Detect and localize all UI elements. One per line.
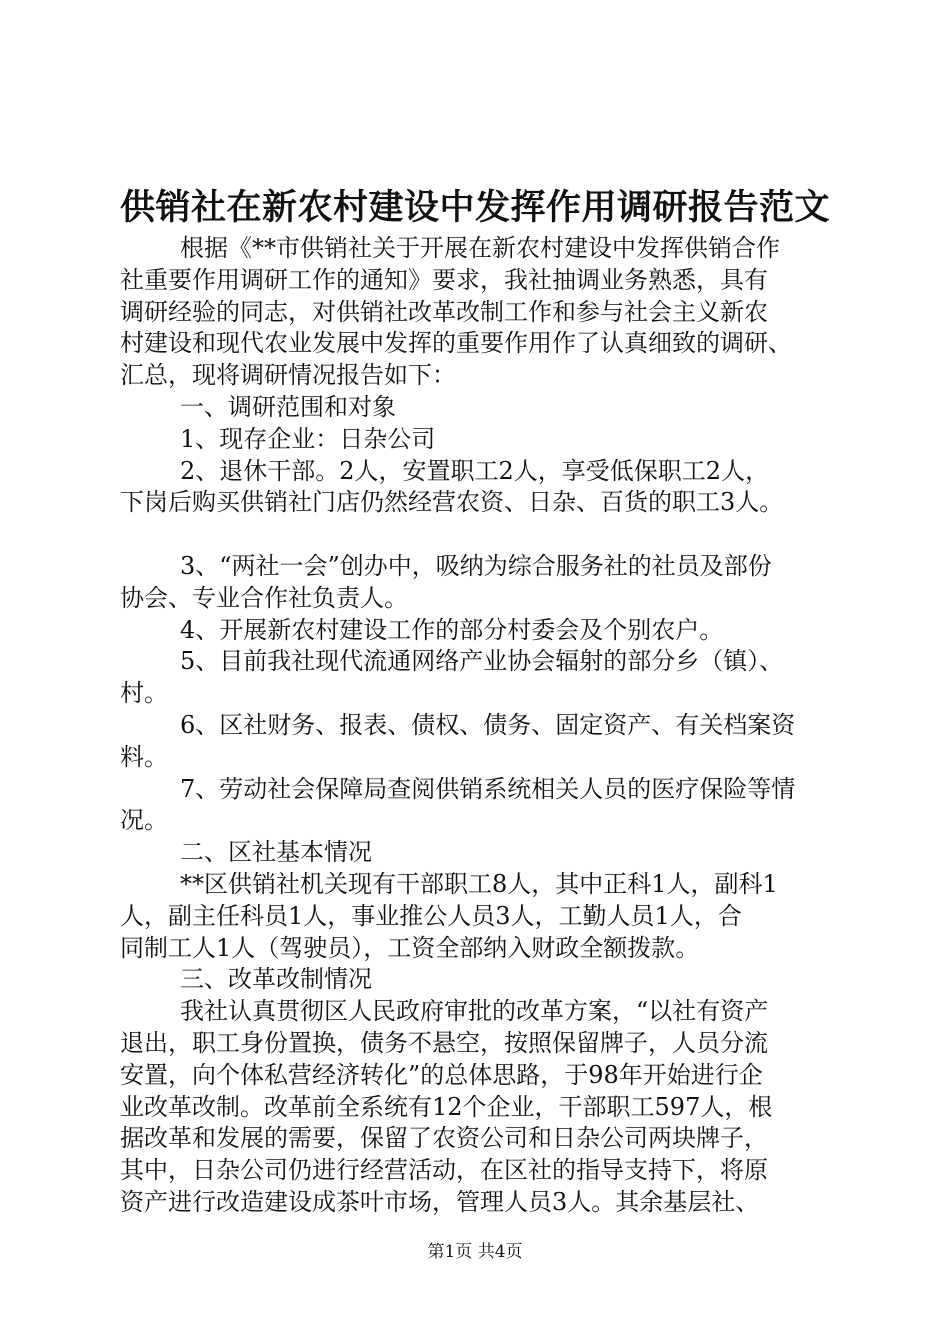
section-heading: 一、调研范围和对象 bbox=[180, 392, 396, 421]
section-heading: 二、区社基本情况 bbox=[180, 838, 372, 867]
paragraph-line: 安置，向个体私营经济转化”的总体思路，于98年开始进行企 bbox=[120, 1060, 763, 1089]
list-item: 3、“两社一会”创办中，吸纳为综合服务社的社员及部份 bbox=[180, 551, 772, 580]
list-item: 5、目前我社现代流通网络产业协会辐射的部分乡（镇）、 bbox=[180, 647, 784, 676]
list-item: 7、劳动社会保障局查阅供销系统相关人员的医疗保险等情 bbox=[180, 774, 796, 803]
section-heading: 三、改革改制情况 bbox=[180, 965, 372, 994]
list-item-continuation: 况。 bbox=[120, 806, 168, 835]
list-item: 4、开展新农村建设工作的部分村委会及个别农户。 bbox=[180, 615, 724, 644]
paragraph-line: 其中，日杂公司仍进行经营活动，在区社的指导支持下，将原 bbox=[120, 1156, 768, 1185]
paragraph-line: 人，副主任科员1人，事业推公人员3人，工勤人员1人，合 bbox=[120, 901, 742, 930]
paragraph-line: 我社认真贯彻区人民政府审批的改革方案，“以社有资产 bbox=[180, 997, 769, 1026]
list-item-continuation: 村。 bbox=[120, 679, 168, 708]
paragraph-line: 据改革和发展的需要，保留了农资公司和日杂公司两块牌子， bbox=[120, 1124, 768, 1153]
document-body bbox=[120, 233, 840, 1219]
document-title: 供销社在新农村建设中发挥作用调研报告范文 bbox=[119, 187, 830, 228]
blank-line bbox=[120, 519, 840, 551]
list-item: 1、现存企业：日杂公司 bbox=[180, 424, 436, 453]
paragraph-line: 汇总，现将调研情况报告如下： bbox=[120, 361, 456, 390]
paragraph-line: **区供销社机关现有干部职工8人，其中正科1人，副科1 bbox=[180, 869, 778, 898]
paragraph-line: 资产进行改造建设成茶叶市场，管理人员3人。其余基层社、 bbox=[120, 1187, 760, 1216]
list-item: 6、区社财务、报表、债权、债务、固定资产、有关档案资 bbox=[180, 710, 796, 739]
paragraph-line: 根据《**市供销社关于开展在新农村建设中发挥供销合作 bbox=[180, 234, 780, 262]
list-item-continuation: 料。 bbox=[120, 742, 168, 771]
page-number: 第1页 共4页 bbox=[427, 1242, 523, 1262]
paragraph-line: 同制工人1人（驾驶员），工资全部纳入财政全额拨款。 bbox=[120, 933, 700, 962]
paragraph-line: 村建设和现代农业发展中发挥的重要作用作了认真细致的调研、 bbox=[120, 329, 792, 358]
paragraph-line: 退出，职工身份置换，债务不悬空，按照保留牌子，人员分流 bbox=[120, 1028, 768, 1057]
list-item-continuation: 协会、专业合作社负责人。 bbox=[120, 583, 408, 612]
paragraph-line: 调研经验的同志，对供销社改革改制工作和参与社会主义新农 bbox=[120, 297, 768, 326]
list-item-continuation: 下岗后购买供销社门店仍然经营农资、日杂、百货的职工3人。 bbox=[120, 488, 784, 517]
paragraph-line: 业改革改制。改革前全系统有12个企业，干部职工597人，根 bbox=[120, 1092, 773, 1121]
list-item: 2、退休干部。2人，安置职工2人，享受低保职工2人， bbox=[180, 456, 770, 485]
paragraph-line: 社重要作用调研工作的通知》要求，我社抽调业务熟悉，具有 bbox=[120, 265, 768, 294]
